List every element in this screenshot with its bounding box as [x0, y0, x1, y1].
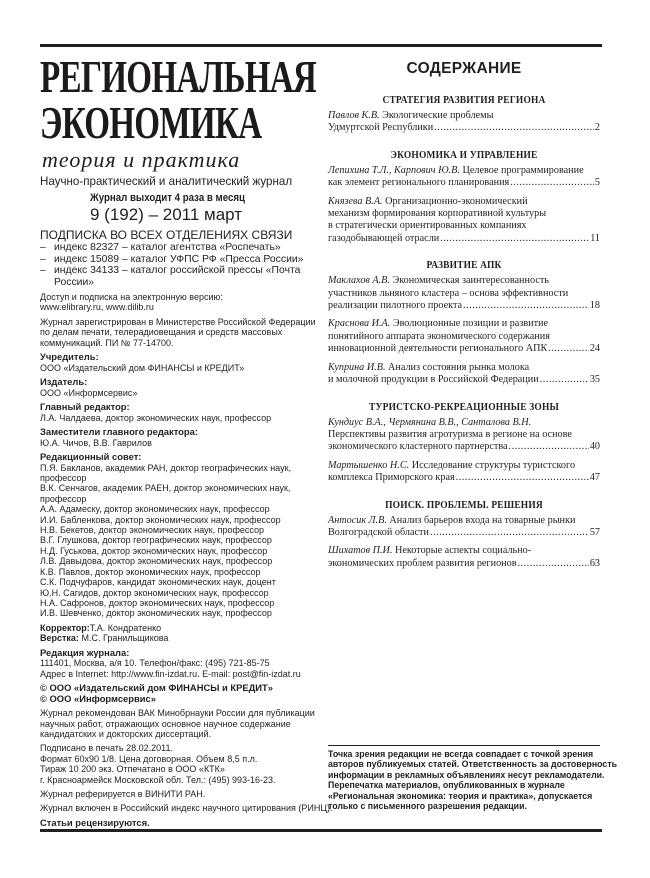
toc-entry-title-line: Перспективы развития агротуризма в регионе на основе	[328, 428, 572, 440]
toc-entry-author: Кундиус В.А., Чермянина В.В., Санталова В.Н.	[328, 416, 532, 428]
registration-info: Журнал зарегистрирован в Министерстве Российской Федерации по делам печати, телерадиовещания и средств массовых коммуникаций. ПИ № 77-14700.	[40, 316, 316, 348]
issue-number: 9 (192) – 2011 март	[90, 205, 243, 224]
toc-title: СОДЕРЖАНИЕ	[406, 60, 522, 77]
subscription-item: – индекс 82327 – каталог агентства «Роспечать»	[40, 242, 320, 254]
board-member: Н.А. Сафронов, доктор экономических наук, профессор	[40, 597, 275, 608]
toc-entry-title-end: реализации пилотного проекта	[328, 300, 463, 312]
toc-entry[interactable]	[328, 275, 600, 312]
board-member: В.Г. Глушкова, доктор географических наук, профессор	[40, 535, 272, 546]
toc-entry-author: Павлов К.В.	[328, 110, 380, 121]
toc-entry-title-end: комплекса Приморского края	[328, 472, 455, 484]
chief-editor: Л.А. Чалдаева, доктор экономических наук, профессор	[40, 412, 272, 423]
toc-entry-title-line: в стратегически ориентированных компаниях	[328, 220, 527, 232]
subscription-item: – индекс 34133 – каталог российской прессы «Почта России»	[40, 265, 320, 288]
toc-entry-title-line: понятийного аппарата экономического содержания	[328, 330, 550, 342]
disclaimer	[328, 749, 618, 811]
toc-entry-first-line	[328, 515, 600, 527]
viniti-note: Журнал реферируется в ВИНИТИ РАН.	[40, 788, 206, 799]
publisher: ООО «Информсервис»	[40, 387, 138, 398]
deputy-editors: Ю.А. Чичов, В.В. Гаврилов	[40, 437, 152, 448]
copyright-1: © ООО «Издательский дом ФИНАНСЫ и КРЕДИТ»	[40, 681, 273, 693]
journal-description: Научно-практический и аналитический журнал	[40, 175, 293, 188]
toc-entry-first-line	[328, 545, 600, 557]
toc-entry-title-start: Организационно-экономический	[382, 195, 528, 207]
toc-page-number: 40	[589, 441, 600, 453]
dot-leader	[430, 527, 589, 539]
layout-designer: М.С. Гранильщикова	[81, 633, 169, 644]
layout-line	[40, 633, 320, 643]
board-member: Н.В. Бекетов, доктор экономических наук, профессор	[40, 525, 265, 536]
corrector-line	[40, 623, 320, 633]
board-member: К.В. Павлов, доктор экономических наук, профессор	[40, 566, 261, 577]
toc-page-number: 24	[589, 343, 600, 355]
founder: ООО «Издательский дом ФИНАНСЫ и КРЕДИТ»	[40, 362, 245, 373]
toc-entry-last-line	[328, 122, 600, 134]
corrector-label: Корректор:	[40, 622, 90, 633]
electronic-access-label: Доступ и подписка на электронную версию:	[40, 292, 223, 302]
toc-entry-first-line	[328, 275, 600, 287]
reviewed-note: Статьи рецензируются.	[40, 816, 150, 828]
top-rule	[40, 44, 602, 47]
layout-label: Верстка:	[40, 633, 79, 644]
board-member: С.К. Подчуфаров, кандидат экономических наук, доцент	[40, 577, 276, 588]
vak-recommendation: Журнал рекомендован ВАК Минобрнауки России для публикации научных работ, отражающих основное научное содержание кандидатских и докторских диссертаций.	[40, 708, 315, 739]
electronic-access-links[interactable]: www.elibrary.ru, www.dilib.ru	[40, 302, 154, 313]
board-member: А.А. Адамеску, доктор экономических наук, профессор	[40, 504, 270, 515]
toc-entry[interactable]	[328, 196, 600, 246]
toc-section-title: ТУРИСТСКО-РЕКРЕАЦИОННЫЕ ЗОНЫ	[369, 400, 559, 413]
signed-date: Подписано в печать 28.02.2011.	[40, 743, 173, 754]
internet-address[interactable]: Адрес в Internet: http://www.fin-izdat.ru. E-mail: post@fin-izdat.ru	[40, 668, 301, 679]
corrector: Т.А. Кондратенко	[89, 622, 162, 633]
toc-entry-author: Князева В.А.	[328, 195, 383, 207]
toc-entry-title-end: инновационной деятельности регионального АПК	[328, 343, 548, 355]
toc-entry-last-line	[328, 300, 600, 312]
masthead-title-line2: ЭКОНОМИКА	[40, 97, 262, 148]
subscription-list	[40, 242, 320, 288]
subscription-title: ПОДПИСКА ВО ВСЕХ ОТДЕЛЕНИЯХ СВЯЗИ	[40, 228, 293, 242]
board-member: И.В. Шевченко, доктор экономических наук, профессор	[40, 608, 272, 619]
toc-entry-title-end: Удмуртской Республики	[328, 122, 434, 134]
rinc-note: Журнал включен в Российский индекс научного цитирования (РИНЦ).	[40, 803, 333, 814]
toc-entry-title-line: участников льняного кластера – основа эффективности	[328, 287, 569, 299]
toc-entry-last-line	[328, 374, 600, 386]
copyright-2: © ООО «Информсервис»	[40, 692, 156, 704]
format-info: Формат 60х90 1/8. Цена договорная. Объем 8,5 п.л.	[40, 753, 258, 764]
toc-entry-author: Антосик Л.В.	[328, 514, 387, 526]
toc-entry-author: Шихатов П.И.	[328, 545, 393, 557]
dot-leader	[463, 300, 589, 312]
toc-entry-last-line	[328, 441, 600, 453]
toc-entry-title-start: Экологические проблемы	[379, 110, 494, 121]
deputy-editors-label: Заместители главного редактора:	[40, 426, 198, 438]
toc-entry-title-start: Некоторые аспекты социально-	[392, 545, 532, 557]
toc-entry[interactable]	[328, 515, 600, 540]
toc-page-number: 47	[589, 472, 600, 484]
toc-page-number: 18	[589, 300, 600, 312]
dot-leader	[518, 558, 589, 570]
toc-entry[interactable]	[328, 110, 600, 135]
dot-leader	[548, 343, 589, 355]
toc-entry-title-end: как элемент регионального планирования	[328, 177, 510, 189]
toc-entry-first-line	[328, 110, 600, 122]
toc-section-title: РАЗВИТИЕ АПК	[426, 259, 502, 272]
board-member: И.И. Бабленкова, доктор экономических наук, профессор	[40, 514, 281, 525]
toc-entry-author: Лепихина Т.Л., Карпович Ю.В.	[328, 164, 460, 176]
toc-entry-first-line	[328, 460, 600, 472]
editorial-address: 111401, Москва, а/я 10. Телефон/факс: (495) 721-85-75	[40, 658, 270, 669]
toc-entry[interactable]	[328, 318, 600, 355]
toc-entry-title-end: и молочной продукции в Российской Федерации	[328, 374, 539, 386]
dot-leader	[540, 374, 589, 386]
publisher-label: Издатель:	[40, 376, 88, 388]
toc-page-number: 5	[594, 177, 600, 189]
board-member: Н.Д. Гуськова, доктор экономических наук, профессор	[40, 545, 268, 556]
dot-leader	[456, 472, 589, 484]
board-member: П.Я. Бакланов, академик РАН, доктор географических наук, профессор	[40, 462, 292, 484]
toc-entry[interactable]	[328, 545, 600, 570]
toc-entry-first-line	[328, 318, 600, 330]
imprint-column	[40, 51, 333, 828]
publication-frequency: Журнал выходит 4 раза в месяц	[90, 192, 245, 204]
board-member: Ю.Н. Сагидов, доктор экономических наук, профессор	[40, 587, 269, 598]
toc-section-title: СТРАТЕГИЯ РАЗВИТИЯ РЕГИОНА	[382, 94, 546, 106]
masthead-subtitle: теория и практика	[42, 147, 241, 172]
chief-editor-label: Главный редактор:	[40, 401, 130, 413]
editorial-board	[40, 452, 320, 619]
toc-entry[interactable]	[328, 362, 600, 387]
toc-entry-first-line	[328, 362, 600, 374]
table-of-contents	[328, 52, 600, 576]
dot-leader	[440, 233, 589, 245]
disclaimer-text: Точка зрения редакции не всегда совпадает с точкой зрения авторов публикуемых статей. Ответственность за достоверность информации в рекламных объявлениях несут рекламодатели.	[328, 749, 618, 780]
editorial-office-label: Редакция журнала:	[40, 646, 130, 658]
toc-entry-author: Маклахов А.В.	[328, 275, 390, 287]
toc-entry-author: Куприна И.В.	[328, 361, 386, 373]
toc-entry-title-start: Эволюционные позиции и развитие	[390, 318, 549, 330]
toc-entry-title-end: Волгоградской области	[328, 526, 429, 538]
disclaimer-rule	[328, 745, 600, 746]
toc-entry-author: Краснова И.А.	[328, 318, 391, 330]
toc-entry-last-line	[328, 343, 600, 355]
toc-entry-first-line	[328, 165, 600, 177]
board-member: Л.В. Давыдова, доктор экономических наук, профессор	[40, 556, 273, 567]
toc-entry-title-end: газодобывающей отрасли	[328, 232, 440, 244]
toc-page-number: 11	[590, 232, 600, 244]
toc-entry-last-line	[328, 472, 600, 484]
toc-entry-last-line	[328, 177, 600, 189]
toc-page-number: 2	[594, 122, 600, 134]
toc-entry[interactable]	[328, 417, 600, 454]
toc-entry-title-start: Исследование структуры туристского	[409, 459, 576, 471]
toc-entry-title-end: экономических проблем развития регионов	[328, 557, 517, 569]
toc-section-title: ПОИСК. ПРОБЛЕМЫ. РЕШЕНИЯ	[385, 498, 543, 511]
toc-entry-title-start: Анализ барьеров входа на товарные рынки	[386, 514, 576, 526]
toc-entry[interactable]	[328, 460, 600, 485]
toc-entry-title-start: Анализ состояния рынка молока	[385, 361, 530, 373]
toc-page-number: 57	[589, 526, 600, 538]
toc-entry-last-line	[328, 527, 600, 539]
toc-entry-first-line	[328, 196, 600, 208]
editorial-board-label: Редакционный совет:	[40, 451, 142, 463]
toc-entry-first-line	[328, 417, 600, 429]
toc-entry-last-line	[328, 558, 600, 570]
toc-page-number: 35	[589, 374, 600, 386]
toc-entry-author: Мартышенко Н.С.	[328, 459, 410, 471]
bottom-rule	[40, 829, 602, 832]
subscription-item: – индекс 15089 – каталог УФПС РФ «Пресса России»	[40, 254, 320, 266]
dot-leader	[434, 122, 594, 134]
toc-entry[interactable]	[328, 165, 600, 190]
toc-section-title: ЭКОНОМИКА И УПРАВЛЕНИЕ	[390, 148, 538, 161]
printer-address: г. Красноармейск Московской обл. Тел.: (495) 993-16-23.	[40, 774, 276, 785]
toc-sections	[328, 94, 600, 570]
toc-entry-last-line	[328, 233, 600, 245]
toc-entry-title-end: экономического кластерного партнерства	[328, 441, 508, 453]
toc-entry-title-start: Экономическая заинтересованность	[389, 275, 549, 287]
dot-leader	[510, 177, 594, 189]
toc-page-number: 63	[589, 557, 600, 569]
board-member: В.К. Сенчагов, академик РАЕН, доктор экономических наук, профессор	[40, 483, 291, 504]
reprint-notice: Перепечатка материалов, опубликованных в журнале «Региональная экономика: теория и практика», допускается только с письменного разрешения редакции.	[328, 780, 593, 812]
founder-label: Учредитель:	[40, 351, 99, 363]
masthead-title-line1: РЕГИОНАЛЬНАЯ	[40, 51, 317, 102]
dot-leader	[509, 441, 589, 453]
toc-entry-title-start: Целевое программирование	[459, 164, 584, 176]
toc-entry-title-line: механизм формирования корпоративной культуры	[328, 208, 547, 220]
print-run: Тираж 10 200 экз. Отпечатано в ООО «КТК»	[40, 764, 225, 775]
